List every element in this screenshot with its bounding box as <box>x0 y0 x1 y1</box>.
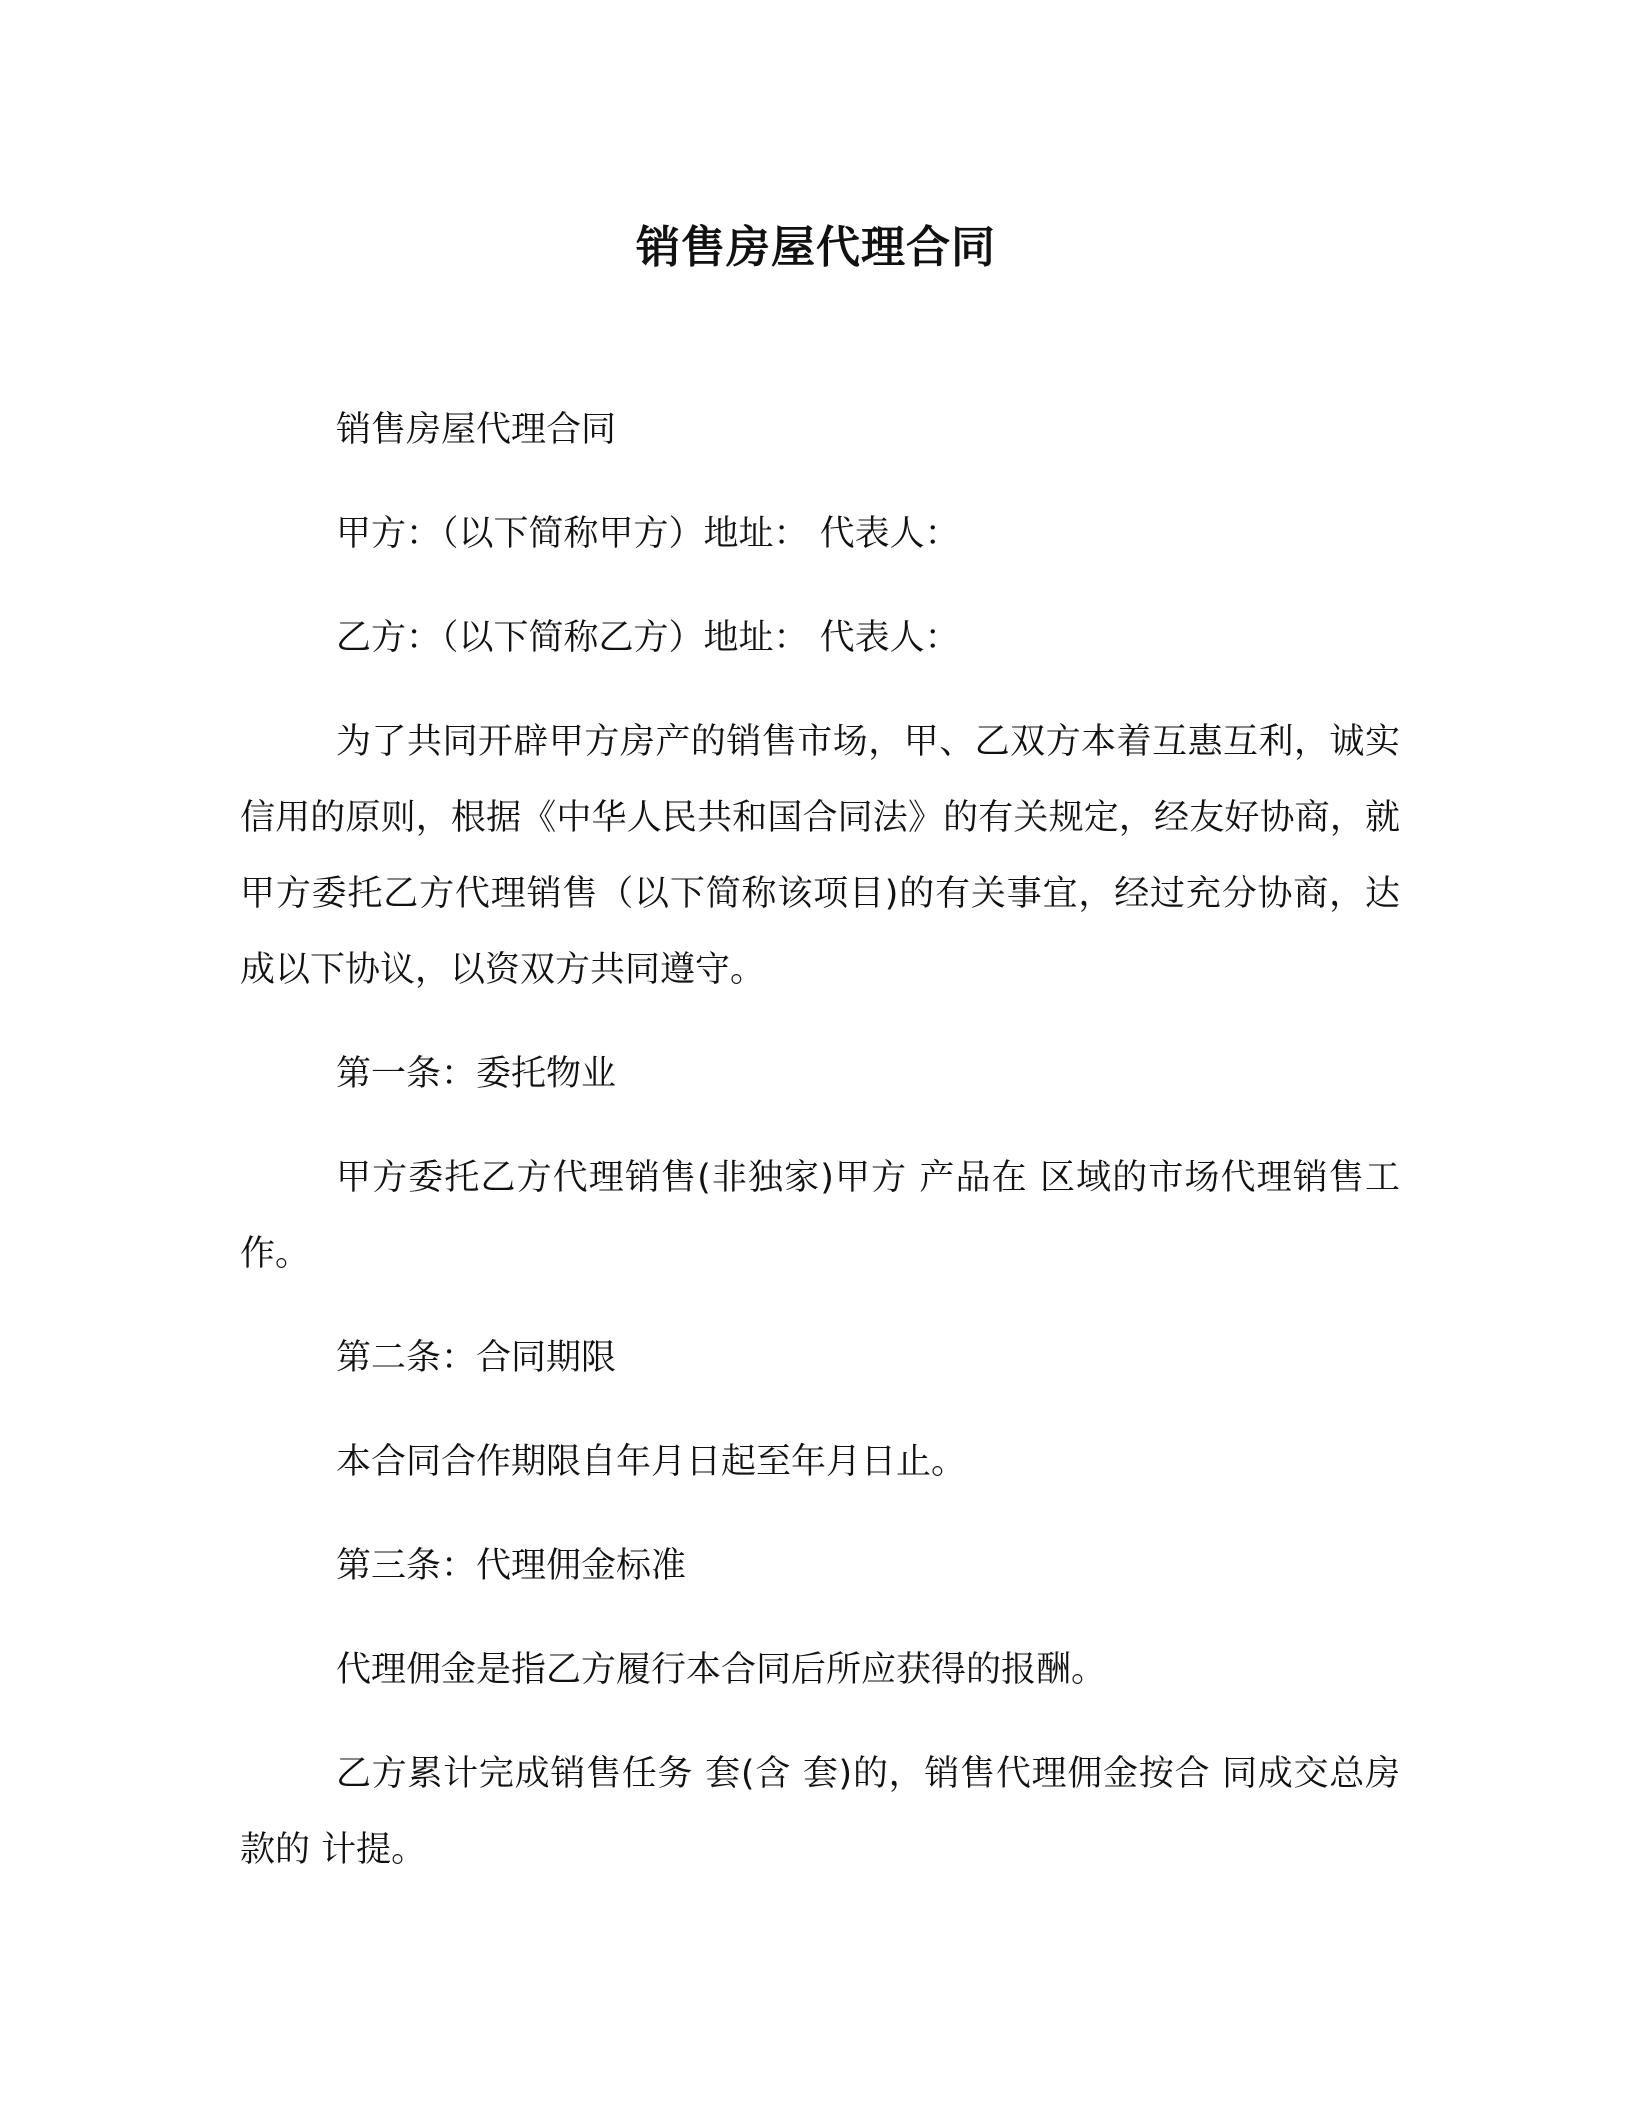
article-3-text-2: 乙方累计完成销售任务 套(含 套)的，销售代理佣金按合 同成交总房款的 计提。 <box>240 1754 1400 1870</box>
document-body <box>240 392 1400 1916</box>
article-2-text: 本合同合作期限自年月日起至年月日止。 <box>336 1442 967 1482</box>
document-title: 销售房屋代理合同 <box>636 222 996 273</box>
paragraph-preamble: 为了共同开辟甲方房产的销售市场，甲、乙双方本着互惠互利，诚实信用的原则，根据《中华人民共和国合同法》的有关规定，经友好协商，就甲方委托乙方代理销售（以下简称该项目)的有关事宜，经过充分协商，达成以下协议，以资双方共同遵守。 <box>240 722 1400 990</box>
article-2-heading: 第二条：合同期限 <box>336 1338 617 1378</box>
article-3-heading: 第三条：代理佣金标准 <box>336 1546 687 1586</box>
article-3-text-1: 代理佣金是指乙方履行本合同后所应获得的报酬。 <box>336 1650 1107 1690</box>
paragraph-party-a: 甲方：（以下简称甲方）地址： 代表人： <box>336 514 960 554</box>
paragraph-party-b: 乙方：（以下简称乙方）地址： 代表人： <box>336 618 960 658</box>
paragraph-heading: 销售房屋代理合同 <box>336 410 617 450</box>
article-1-heading: 第一条：委托物业 <box>336 1054 617 1094</box>
article-1-text: 甲方委托乙方代理销售(非独家)甲方 产品在 区域的市场代理销售工作。 <box>240 1158 1400 1274</box>
